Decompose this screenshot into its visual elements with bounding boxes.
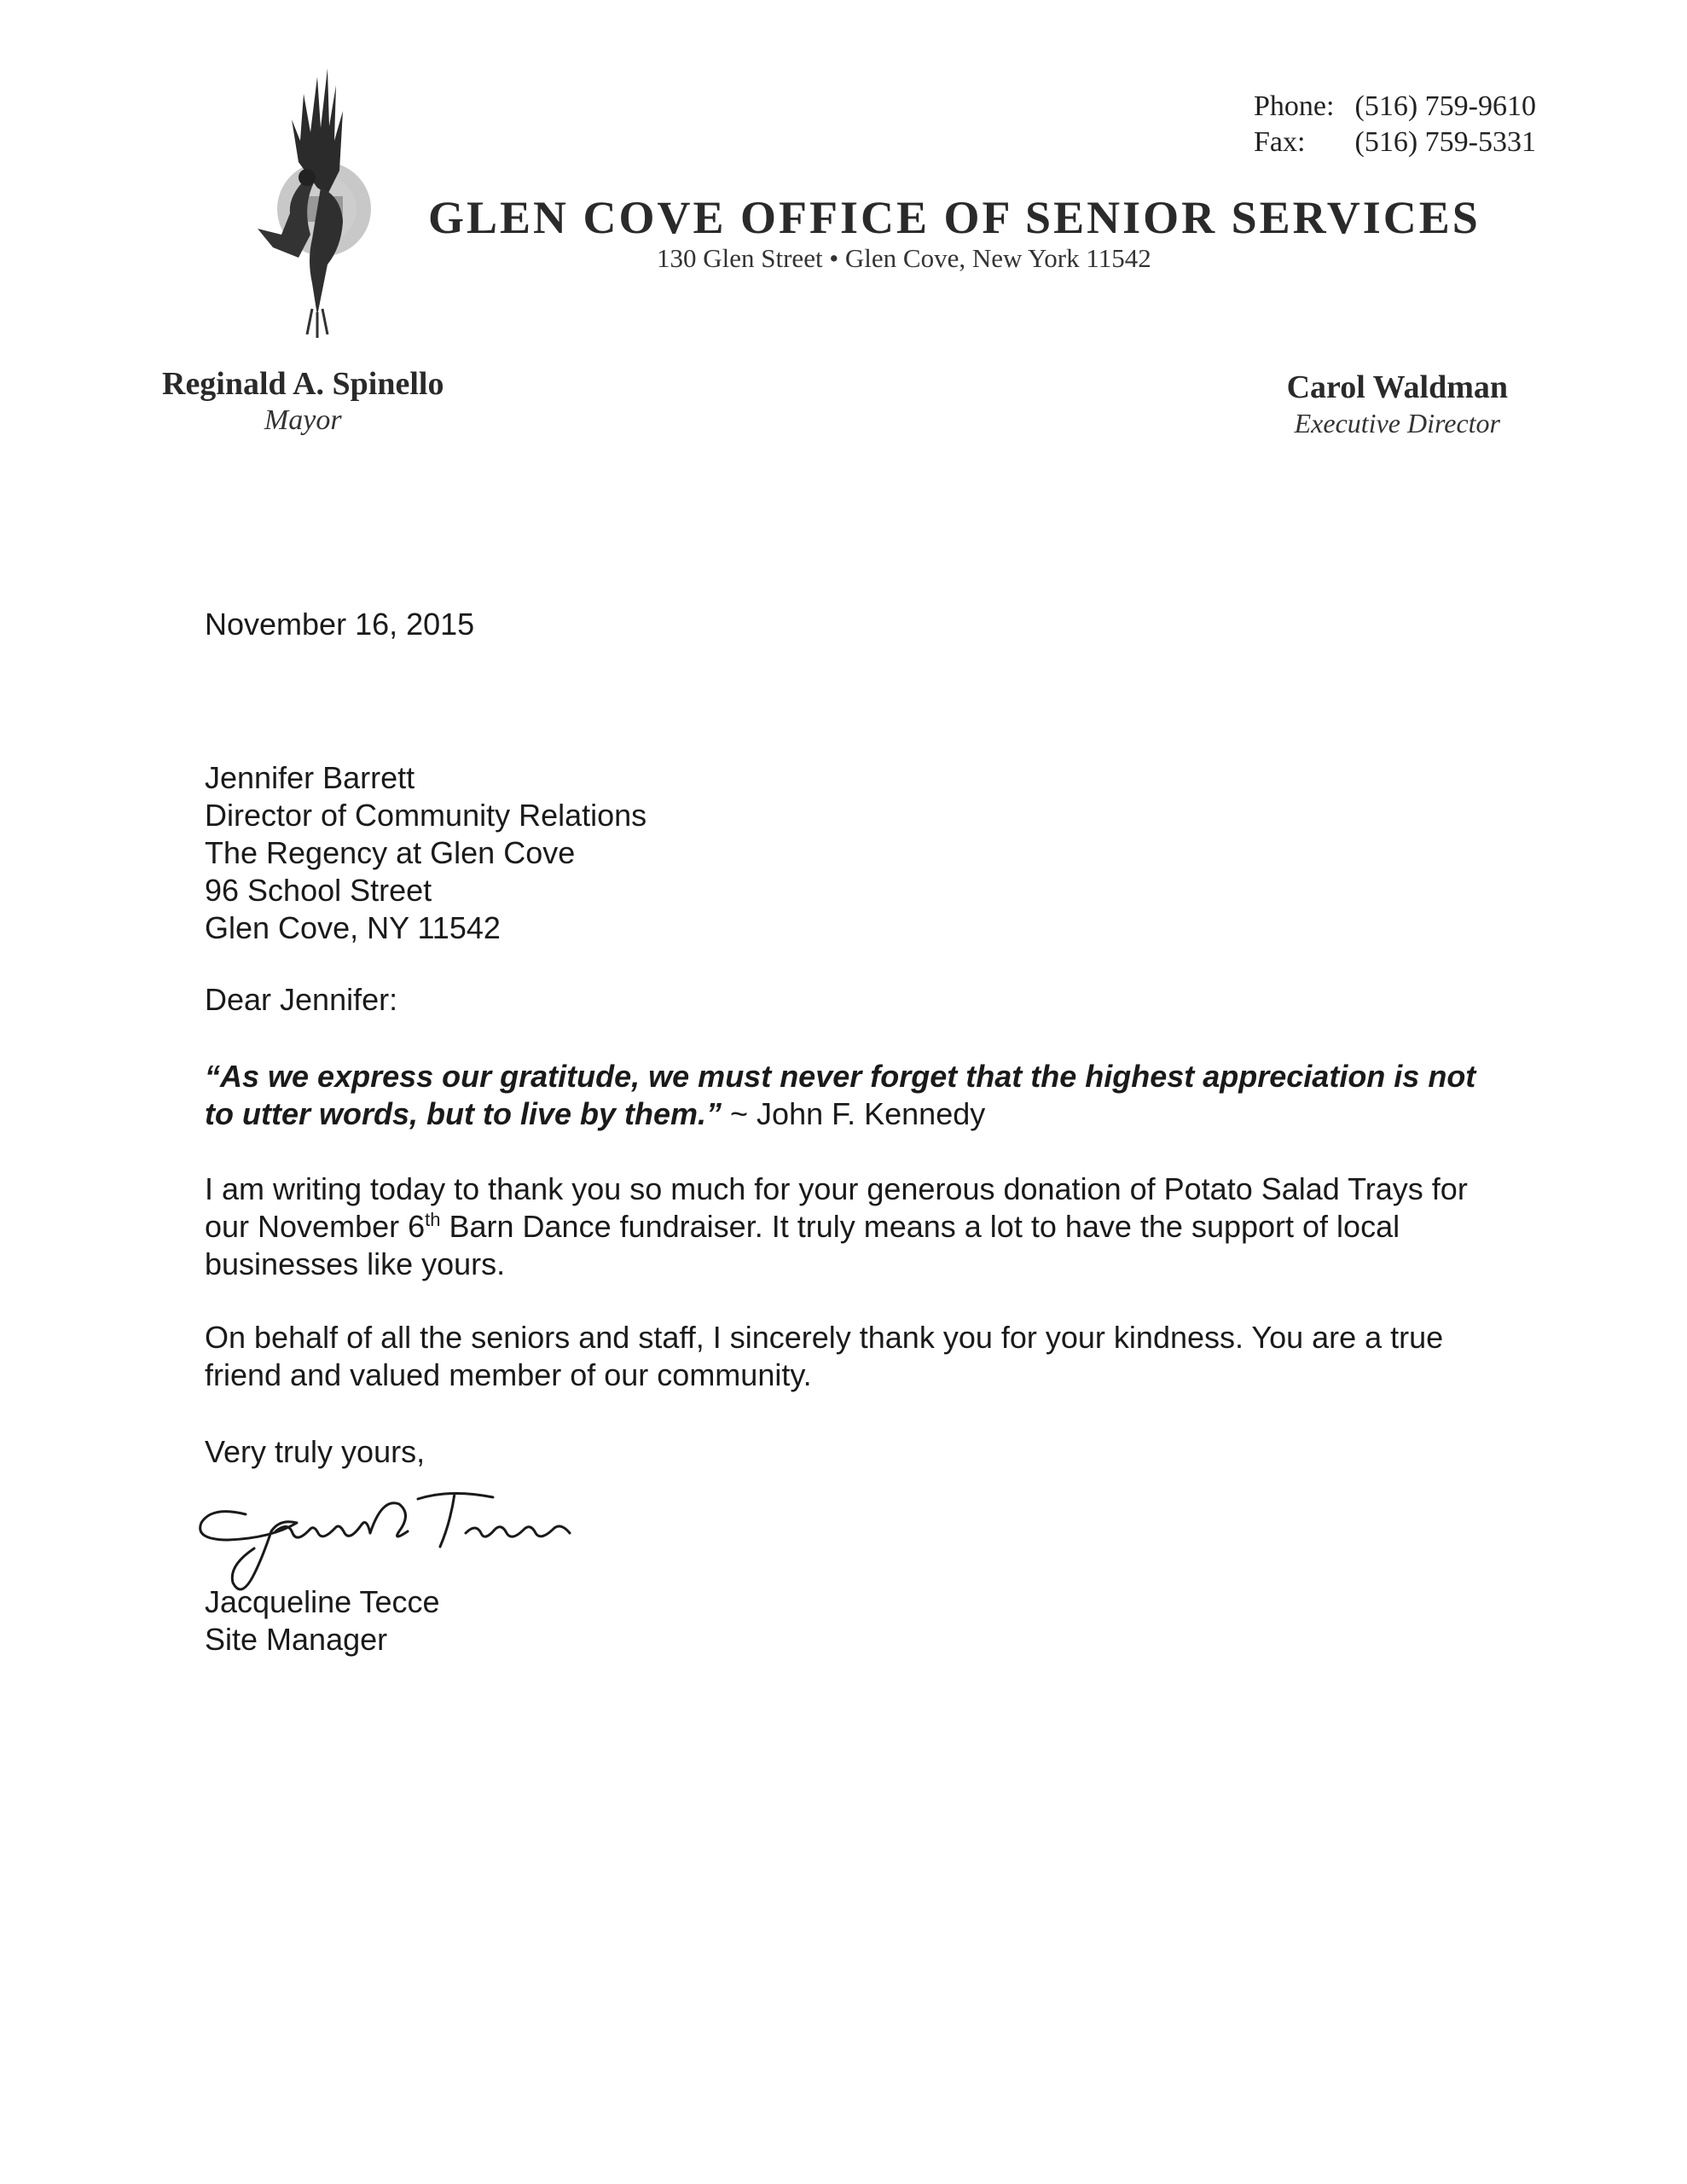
salutation: Dear Jennifer:	[205, 982, 398, 1017]
phone-number: (516) 759-9610	[1354, 90, 1536, 122]
letter-date: November 16, 2015	[205, 607, 475, 642]
para1-text-start: I am writing today to thank you so much for your generous donation of Potato Salad Trays for our November 6	[205, 1171, 1468, 1244]
mayor-block	[162, 365, 443, 437]
recipient-title: Director of Community Relations	[205, 798, 647, 833]
quote-paragraph	[205, 1058, 1501, 1133]
contact-info	[1254, 89, 1536, 160]
organization-address: 130 Glen Street • Glen Cove, New York 11542	[657, 243, 1151, 273]
fax-row	[1254, 125, 1536, 160]
para1-superscript: th	[425, 1209, 441, 1230]
phone-row	[1254, 89, 1536, 125]
eagle-logo-icon	[239, 60, 392, 341]
director-block	[1287, 369, 1508, 439]
para1-text-end: Barn Dance fundraiser. It truly means a lot to have the support of local businesses like yours.	[205, 1209, 1400, 1281]
phone-label: Phone:	[1254, 90, 1335, 122]
signer-title: Site Manager	[205, 1622, 388, 1657]
recipient-company: The Regency at Glen Cove	[205, 835, 576, 870]
mayor-name: Reginald A. Spinello	[162, 366, 444, 402]
signer-block	[205, 1583, 440, 1658]
closing: Very truly yours,	[205, 1434, 426, 1469]
body-paragraph-2: On behalf of all the seniors and staff, I sincerely thank you for your kindness. You are a true friend and valued member of our community.	[205, 1320, 1444, 1392]
recipient-address	[205, 759, 646, 947]
director-name: Carol Waldman	[1286, 369, 1508, 405]
organization-name: GLEN COVE OFFICE OF SENIOR SERVICES	[428, 192, 1481, 243]
quote-author: ~ John F. Kennedy	[722, 1096, 986, 1131]
fax-label: Fax:	[1254, 126, 1306, 158]
recipient-street: 96 School Street	[205, 873, 432, 908]
body-paragraph-1	[205, 1170, 1501, 1283]
mayor-title: Mayor	[264, 404, 342, 436]
signer-name: Jacqueline Tecce	[205, 1584, 440, 1619]
director-title: Executive Director	[1294, 408, 1500, 439]
fax-number: (516) 759-5331	[1354, 126, 1536, 158]
recipient-name: Jennifer Barrett	[205, 760, 415, 795]
recipient-city: Glen Cove, NY 11542	[205, 910, 501, 945]
quote-text: “As we express our gratitude, we must never forget that the highest appreciation is not to utter words, but to live by them.”	[205, 1059, 1476, 1131]
